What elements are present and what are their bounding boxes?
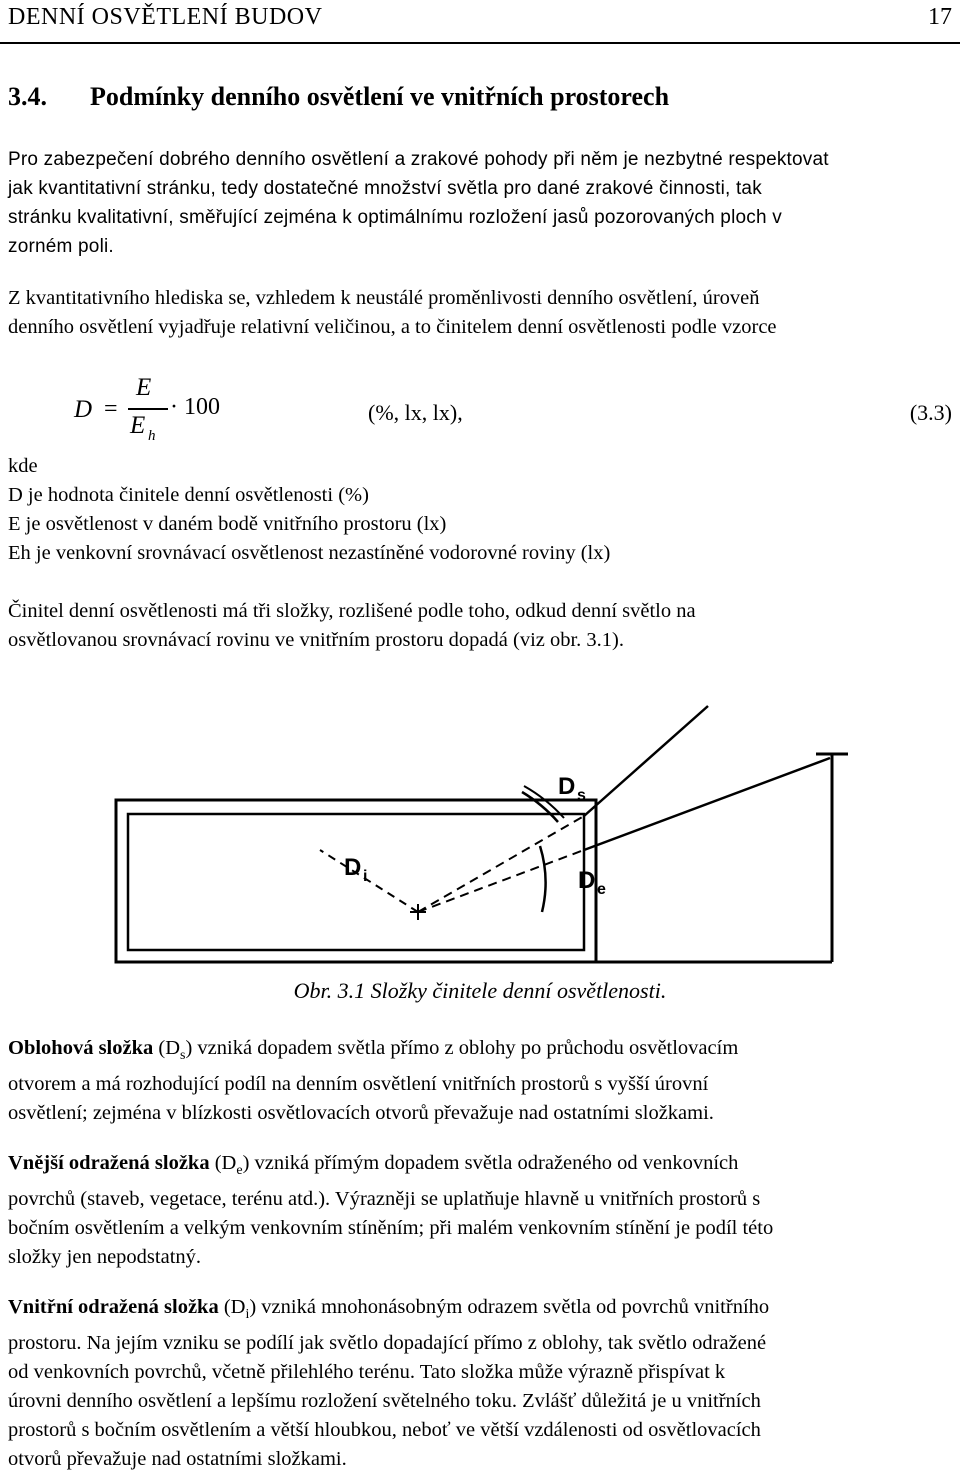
formula-factor: · 100 bbox=[170, 394, 220, 420]
paragraph-text: ) vzniká mnohonásobným odrazem světla od povrchů vnitřního bbox=[249, 1296, 770, 1318]
symbol: (D bbox=[158, 1037, 181, 1059]
paragraph-line: prostoru. Na jejím vzniku se podílí jak světlo dopadající přímo z oblohy, tak světlo odražené bbox=[8, 1332, 767, 1355]
figure-caption: Obr. 3.1 Složky činitele denní osvětlenosti. bbox=[293, 978, 667, 1003]
label-de-subscript: e bbox=[597, 881, 606, 898]
term-external-component: Vnější odražená složka bbox=[8, 1152, 210, 1174]
intro-line: zorném poli. bbox=[8, 236, 114, 257]
daylight-factor-formula bbox=[70, 372, 960, 452]
intro-line: stránku kvalitativní, směřující zejména k optimálnímu rozložení jasů pozorovaných ploch v bbox=[8, 207, 782, 228]
formula-lhs: D bbox=[74, 396, 93, 423]
label-ds-subscript: s bbox=[577, 787, 586, 804]
equation-number: (3.3) bbox=[909, 400, 952, 425]
formula-equals: = bbox=[104, 396, 118, 422]
paragraph-line bbox=[8, 1293, 954, 1329]
definitions-intro: kde bbox=[8, 455, 38, 477]
paragraph-text: ) vzniká dopadem světla přímo z oblohy po průchodu osvětlovacím bbox=[185, 1037, 739, 1059]
quantitative-paragraph bbox=[8, 284, 954, 342]
paragraph-line bbox=[8, 1149, 954, 1185]
page-number: 17 bbox=[928, 4, 952, 30]
external-component-paragraph bbox=[8, 1149, 954, 1272]
daylight-components-figure bbox=[110, 690, 860, 975]
internal-component-paragraph bbox=[8, 1293, 954, 1474]
section-heading bbox=[8, 82, 669, 112]
paragraph-line: složky jen nepodstatný. bbox=[8, 1246, 202, 1269]
label-ds: D bbox=[558, 773, 576, 800]
definition-item: D je hodnota činitele denní osvětlenosti (%) bbox=[8, 484, 369, 506]
paragraph-line: Činitel denní osvětlenosti má tři složky, rozlišené podle toho, odkud denní světlo na bbox=[8, 600, 696, 622]
paragraph-line: bočním osvětlením a velkým venkovním stíněním; při malém venkovním stínění je podíl této bbox=[8, 1217, 774, 1240]
variable-definitions bbox=[8, 452, 954, 568]
formula-numerator: E bbox=[136, 374, 152, 401]
paragraph-line: otvorem a má rozhodující podíl na denním osvětlení vnitřních prostorů s vyšší úrovní bbox=[8, 1073, 709, 1096]
symbol-subscript: i bbox=[245, 1307, 250, 1323]
paragraph-line: od venkovních povrchů, včetně přilehlého terénu. Tato složka může výrazně přispívat k bbox=[8, 1361, 726, 1384]
room-outer-wall bbox=[116, 800, 596, 962]
formula-denominator: E bbox=[130, 412, 146, 439]
paragraph-line: Z kvantitativního hlediska se, vzhledem k neustálé proměnlivosti denního osvětlení, úroveň bbox=[8, 287, 760, 309]
symbol-subscript: s bbox=[180, 1048, 186, 1064]
external-angle-arc bbox=[540, 846, 546, 912]
section-number: 3.4. bbox=[8, 82, 47, 111]
paragraph-line bbox=[8, 1034, 954, 1070]
intro-line: jak kvantitativní stránku, tedy dostatečné množství světla pro dané zrakové činnosti, tak bbox=[8, 178, 762, 199]
ray-dashed-external bbox=[418, 850, 584, 912]
symbol: (D bbox=[214, 1152, 237, 1174]
definition-item: E je osvětlenost v daném bodě vnitřního prostoru (lx) bbox=[8, 513, 447, 535]
running-header-title: DENNÍ OSVĚTLENÍ BUDOV bbox=[8, 4, 323, 30]
section-title: Podmínky denního osvětlení ve vnitřních prostorech bbox=[90, 82, 670, 111]
paragraph-line: osvětlovanou srovnávací rovinu ve vnitřním prostoru dopadá (viz obr. 3.1). bbox=[8, 629, 625, 651]
label-di: D bbox=[344, 854, 362, 881]
term-internal-component: Vnitřní odražená složka bbox=[8, 1296, 219, 1318]
paragraph-line: prostorů s bočním osvětlením a větší hloubkou, neboť ve větší vzdálenosti od osvětlovacích bbox=[8, 1419, 761, 1442]
paragraph-line: úrovni denního osvětlení a lepšímu rozložení světelného toku. Zvlášť důležitá je u vnitřních bbox=[8, 1390, 761, 1413]
ray-dashed-internal bbox=[320, 850, 418, 912]
term-sky-component: Oblohová složka bbox=[8, 1037, 154, 1059]
label-de: D bbox=[578, 867, 596, 894]
label-di-subscript: i bbox=[363, 868, 368, 885]
paragraph-line: osvětlení; zejména v blízkosti osvětlovacích otvorů převažuje nad ostatními složkami. bbox=[8, 1102, 714, 1125]
paragraph-text: ) vzniká přímým dopadem světla odraženého od venkovních bbox=[242, 1152, 739, 1174]
paragraph-line: otvorů převažuje nad ostatními složkami. bbox=[8, 1448, 347, 1471]
formula-units: (%, lx, lx), bbox=[368, 400, 463, 425]
fraction-bar bbox=[128, 408, 168, 410]
sky-component-paragraph bbox=[8, 1034, 954, 1128]
ray-sky-outside bbox=[584, 706, 708, 816]
room-inner-wall bbox=[128, 814, 584, 950]
components-paragraph bbox=[8, 597, 954, 655]
formula-denominator-subscript: h bbox=[148, 428, 156, 444]
symbol-subscript: e bbox=[236, 1163, 243, 1179]
paragraph-line: povrchů (staveb, vegetace, terénu atd.). Výrazněji se uplatňuje hlavně u vnitřních prostorů s bbox=[8, 1188, 761, 1211]
ray-dashed-sky bbox=[418, 816, 584, 912]
ray-external-outside bbox=[584, 758, 830, 850]
definition-item: Eh je venkovní srovnávací osvětlenost nezastíněné vodorovné roviny (lx) bbox=[8, 542, 611, 564]
intro-paragraph bbox=[8, 145, 954, 261]
paragraph-line: denního osvětlení vyjadřuje relativní veličinou, a to činitelem denní osvětlenosti podle vzorce bbox=[8, 316, 777, 338]
header-rule bbox=[0, 42, 960, 44]
symbol: (D bbox=[223, 1296, 246, 1318]
intro-line: Pro zabezpečení dobrého denního osvětlení a zrakové pohody při něm je nezbytné respektovat bbox=[8, 149, 829, 170]
